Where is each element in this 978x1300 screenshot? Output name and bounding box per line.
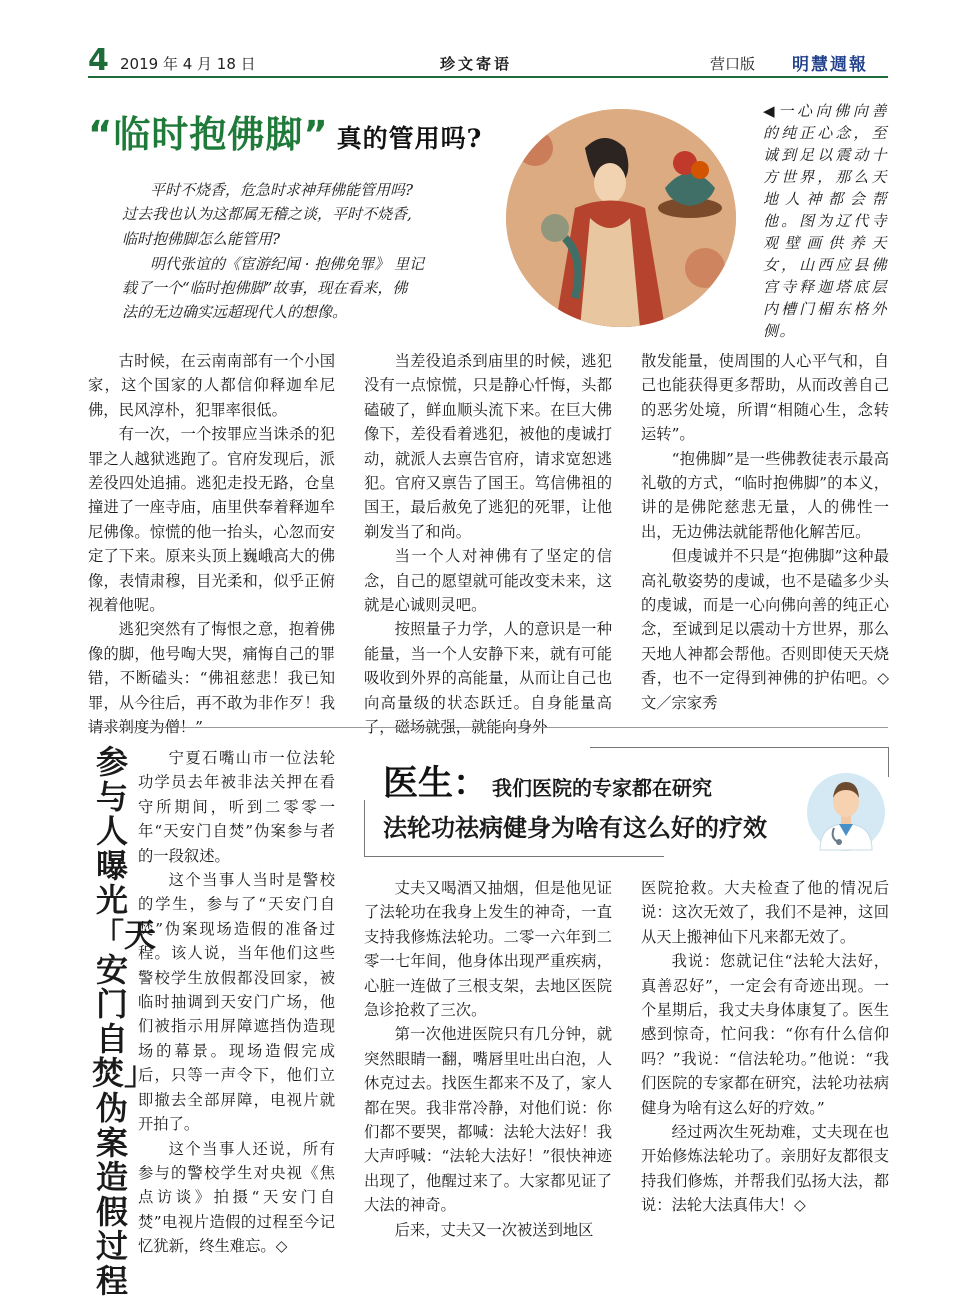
- article1-intro-line: 平时不烧香，危急时求神拜佛能管用吗?: [150, 181, 414, 199]
- doctor-avatar-icon: [806, 772, 886, 852]
- paragraph: 这个当事人还说，所有参与的警校学生对央视《焦点访谈》拍摄“天安门自焚”电视片造假的过程至今记忆犹新，终生难忘。◇: [138, 1139, 335, 1256]
- paragraph-continued: 医院抢救。大夫检查了他的情况后说：这次无效了，我们不是神，这回从天上搬神仙下凡来都无效了。: [641, 879, 889, 946]
- issue-date: 2019 年 4 月 18 日: [120, 55, 256, 73]
- article1-column-3: [641, 349, 889, 715]
- section-title: 珍文寄语: [440, 55, 513, 73]
- section-divider: [88, 727, 888, 728]
- page-number: 4: [88, 43, 109, 78]
- paragraph: 有一次，一个按罪应当诛杀的犯罪之人越狱逃跑了。官府发现后，派差役四处追捕。逃犯走投无路，仓皇撞进了一座寺庙，庙里供奉着释迦牟尼佛像。惊慌的他一抬头，心忽而安定了下来。原来头顶上巍峨高大的佛像，表情肃穆，目光柔和，似乎正俯视着他呢。: [88, 425, 335, 615]
- headline-frame-left: [364, 800, 365, 856]
- paragraph: 我说：您就记住“法轮大法好，真善忍好”，一定会有奇迹出现。一个星期后，我丈夫身体康复了。医生感到惊奇，忙问我：“你有什么信仰吗？”我说：“信法轮功。”他说：“我们医院的专家都在研究，法轮功祛病健身为啥有这么好的疗效。”: [641, 952, 889, 1117]
- article1-column-2: [364, 349, 612, 740]
- article1-intro-line: 载了一个“临时抱佛脚”故事，现在看来，佛: [122, 279, 408, 297]
- article1-title: [88, 104, 482, 158]
- article1-intro-line: 临时抱佛脚怎么能管用?: [122, 230, 281, 248]
- paragraph: 古时候，在云南南部有一个小国家，这个国家的人都信仰释迦牟尼佛，民风淳朴，犯罪率很低。: [88, 352, 335, 419]
- article3-subtitle: 我们医院的专家都在研究: [492, 776, 712, 800]
- article2-vertical-title: 参与人曝光「天安门自焚」伪案造假过程: [92, 743, 157, 1300]
- headline-frame-bottom: [364, 856, 664, 857]
- article1-intro-line: 过去我也认为这都属无稽之谈，平时不烧香,: [122, 205, 412, 223]
- paragraph: 按照量子力学，人的意识是一种能量，当一个人安静下来，就有可能吸收到外界的高能量，从而让自己也向高量级的状态跃迁。自身能量高了，磁场就强，就能向身外: [364, 620, 612, 737]
- article1-title-main: “临时抱佛脚”: [88, 113, 329, 156]
- headline-frame-top: [590, 747, 888, 748]
- article3-column-2: [641, 876, 889, 1218]
- article3-title: 法轮功祛病健身为啥有这么好的疗效: [383, 814, 767, 842]
- paragraph: 经过两次生死劫难，丈夫现在也开始修炼法轮功了。亲朋好友都很支持我们修炼，并帮我们弘扬大法，都说：法轮大法真伟大！◇: [641, 1123, 889, 1215]
- edition-label: 营口版: [710, 55, 756, 73]
- article3-label: 医生：: [383, 764, 489, 804]
- article1-intro-line: 明代张谊的《宦游纪闻 · 抱佛免罪》 里记: [150, 255, 425, 273]
- illustration-caption: ◀一心向佛向善的纯正心念，至诚到足以震动十方世界，那么天地人神都会帮他。图为辽代寺观壁画供养天女，山西应县佛宫寺释迦塔底层内槽门楣东格外侧。: [763, 102, 888, 340]
- paragraph: 但虔诚并不只是“抱佛脚”这种最高礼敬姿势的虔诚，也不是磕多少头的虔诚，而是一心向佛向善的纯正心念，至诚到足以震动十方世界，那么天地人神都会帮他。否则即使天天烧香，也不一定得到神佛的护佑吧。◇ 文／宗家秀: [641, 547, 889, 712]
- newspaper-brand: 明慧週報: [792, 55, 868, 75]
- paragraph: 宁夏石嘴山市一位法轮功学员去年被非法关押在看守所期间，听到二零零一年“天安门自焚”伪案参与者的一段叙述。: [138, 749, 335, 865]
- mural-illustration: [505, 108, 737, 328]
- header-rule: [88, 76, 888, 78]
- article1-title-suffix: 真的管用吗?: [336, 124, 483, 153]
- article1-intro-line: 法的无边确实远超现代人的想像。: [122, 303, 348, 321]
- article1-column-1: [88, 349, 335, 740]
- paragraph: 当差役追杀到庙里的时候，逃犯没有一点惊慌，只是静心忏悔，头都磕破了，鲜血顺头流下来。在巨大佛像下，差役看着逃犯，被他的虔诚打动，就派人去禀告官府，请求宽恕逃犯。官府又禀告了国王。笃信佛祖的国王，最后赦免了逃犯的死罪，让他剃发当了和尚。: [364, 352, 612, 541]
- paragraph: 这个当事人当时是警校的学生，参与了“天安门自焚”伪案现场造假的准备过程。该人说，当年他们这些警校学生放假都没回家，被临时抽调到天安门广场，他们被指示用屏障遮挡伪造现场的幕景。现场造假完成后，只等一声令下，他们立即撤去全部屏障，电视片就开拍了。: [138, 871, 335, 1134]
- paragraph: 后来，丈夫又一次被送到地区: [394, 1220, 594, 1239]
- headline-frame-right: [888, 747, 889, 777]
- article3-column-1: [364, 876, 612, 1242]
- article2-body: [138, 746, 335, 1259]
- paragraph-continued: 散发能量，使周围的人心平气和，自己也能获得更多帮助，从而改善自己的恶劣处境，所谓“相随心生，念转运转”。: [641, 352, 889, 444]
- paragraph: “抱佛脚”是一些佛教徒表示最高礼敬的方式，“临时抱佛脚”的本义，讲的是佛陀慈悲无量，人的佛性一出，无边佛法就能帮他化解苦厄。: [641, 449, 889, 541]
- paragraph: 第一次他进医院只有几分钟，就突然眼睛一翻，嘴唇里吐出白泡，人休克过去。找医生都来不及了，家人都在哭。我非常冷静，对他们说：你们都不要哭，都喊：法轮大法好！我大声呼喊：“法轮大法好！”很快神迹出现了，他醒过来了。大家都见证了大法的神奇。: [364, 1025, 612, 1215]
- paragraph: 丈夫又喝酒又抽烟，但是他见证了法轮功在我身上发生的神奇，一直支持我修炼法轮功。二零一六年到二零一七年间，他身体出现严重疾病，心脏一连做了三根支架，去地区医院急诊抢救了三次。: [364, 879, 612, 1020]
- paragraph: 逃犯突然有了悔恨之意，抱着佛像的脚，他号啕大哭，痛悔自己的罪错，不断磕头：“佛祖慈悲！我已知罪，从今往后，再不敢为非作歹！我请求剃度为僧！”: [88, 620, 335, 737]
- paragraph: 当一个人对神佛有了坚定的信念，自己的愿望就可能改变未来，这就是心诚则灵吧。: [364, 547, 612, 615]
